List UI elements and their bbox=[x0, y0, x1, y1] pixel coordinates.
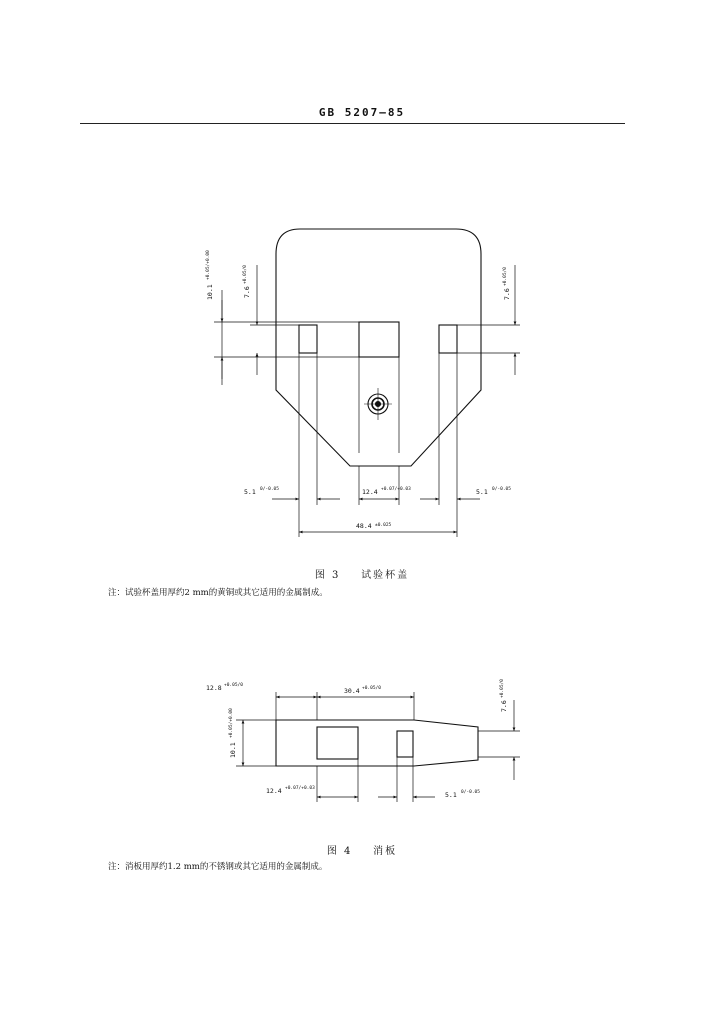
right-slot bbox=[439, 325, 457, 353]
figure3-caption bbox=[0, 566, 724, 581]
dim-f3-center-slot: 12.4 bbox=[362, 488, 378, 496]
figure3-note: 注：试验杯盖用厚约2 mm的黄铜或其它适用的金属制成。 bbox=[108, 588, 328, 598]
figure3-dimensions bbox=[205, 250, 511, 530]
svg-text:+0.07/+0.03: +0.07/+0.03 bbox=[285, 786, 315, 791]
dim-f3-left-small: 7.6 bbox=[243, 286, 251, 298]
svg-text:+0.05/0: +0.05/0 bbox=[243, 265, 248, 284]
svg-text:+0.05/0: +0.05/0 bbox=[500, 679, 505, 698]
dim-f3-right-vertical: 7.6 bbox=[503, 288, 511, 300]
figure3-caption-title: 试验杯盖 bbox=[361, 570, 410, 581]
svg-text:+0.05/0: +0.05/0 bbox=[224, 683, 243, 688]
figure4-caption-number: 图 4 bbox=[326, 846, 353, 857]
svg-text:0/-0.05: 0/-0.05 bbox=[492, 487, 511, 492]
dim-f3-right-slot: 5.1 bbox=[476, 488, 488, 496]
dim-f4-bottom-right: 5.1 bbox=[445, 791, 457, 799]
svg-text:0/-0.05: 0/-0.05 bbox=[260, 487, 279, 492]
figure3-caption-number: 图 3 bbox=[314, 570, 341, 581]
figure4-caption bbox=[0, 842, 724, 857]
svg-text:+0.07/+0.03: +0.07/+0.03 bbox=[381, 487, 411, 492]
center-slot bbox=[359, 322, 399, 357]
dim-f4-top-span: 30.4 bbox=[344, 687, 360, 695]
left-slot bbox=[299, 325, 317, 353]
plate-left-slot bbox=[317, 727, 358, 759]
figure4-caption-title: 消板 bbox=[373, 846, 398, 857]
svg-text:+0.05/0: +0.05/0 bbox=[503, 267, 508, 286]
document-header: GB 5207—85 bbox=[318, 106, 406, 119]
center-hole bbox=[364, 388, 392, 420]
dim-f4-right-height: 7.6 bbox=[500, 700, 508, 712]
dim-f4-left-height: 10.1 bbox=[229, 742, 237, 758]
svg-text:+0.05/+0.00: +0.05/+0.00 bbox=[206, 250, 211, 280]
figure4-drawing bbox=[236, 692, 520, 802]
figure4-note: 注：消板用厚约1.2 mm的不锈钢或其它适用的金属制成。 bbox=[108, 862, 328, 872]
svg-text:+0.05/+0.00: +0.05/+0.00 bbox=[229, 708, 234, 738]
dim-f4-bottom-left: 12.4 bbox=[266, 787, 282, 795]
dim-f3-left-slot: 5.1 bbox=[244, 488, 256, 496]
dim-f3-left-vertical: 10.1 bbox=[206, 284, 214, 300]
cup-cover-outline bbox=[276, 229, 481, 466]
dim-f3-overall-width: 48.4 bbox=[356, 522, 372, 530]
svg-text:0/-0.05: 0/-0.05 bbox=[461, 790, 480, 795]
svg-text:±0.025: ±0.025 bbox=[375, 523, 392, 528]
dim-f4-top-left: 12.8 bbox=[206, 684, 222, 692]
svg-text:+0.05/0: +0.05/0 bbox=[362, 686, 381, 691]
slide-plate-outline bbox=[276, 720, 478, 766]
plate-right-slot bbox=[397, 731, 413, 757]
